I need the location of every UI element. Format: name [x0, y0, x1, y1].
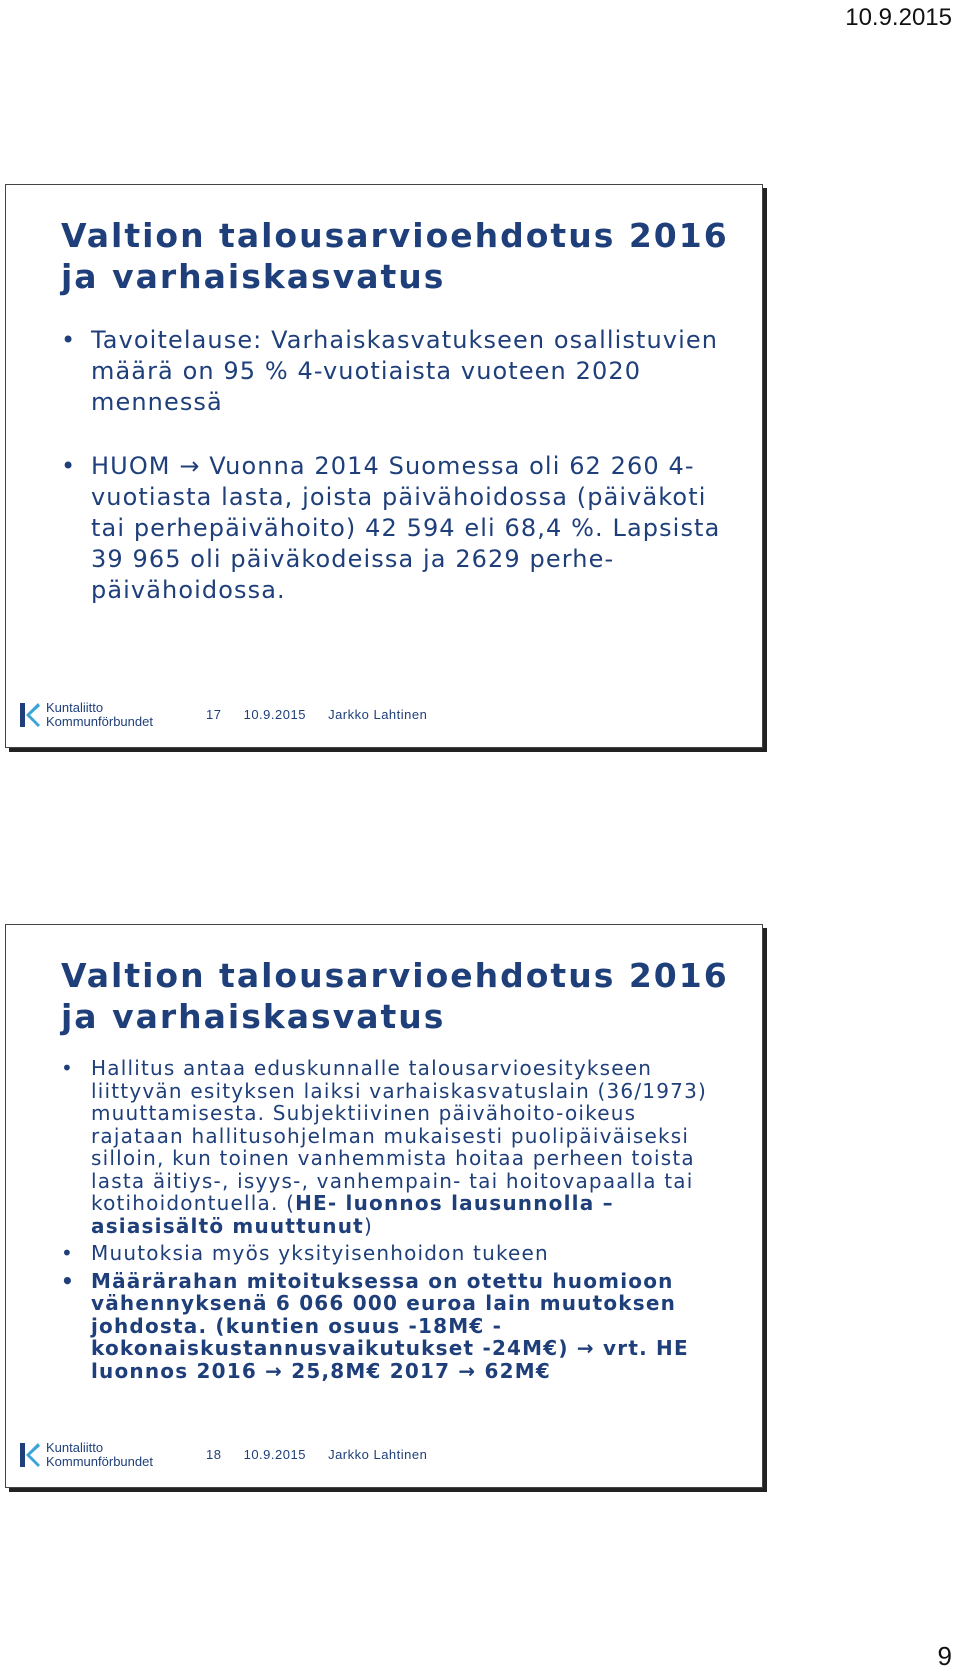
slide-number: 18 [206, 1447, 222, 1462]
slide-title-line1: Valtion talousarvioehdotus 2016 [61, 216, 729, 255]
bullet-text-end: ) [363, 1213, 373, 1238]
slide-title [61, 215, 742, 297]
slide-footer [18, 1435, 738, 1475]
bullet-bold-text: HE- luonnos lausunnolla – asiasisältö muuttunut [91, 1191, 614, 1238]
slide-footer [18, 695, 738, 735]
logo-line2: Kommunförbundet [46, 714, 153, 729]
footer-date: 10.9.2015 [243, 1447, 306, 1462]
logo-line2: Kommunförbundet [46, 1454, 153, 1469]
bullet-list [61, 1057, 732, 1387]
kuntaliitto-logo-icon [18, 701, 42, 729]
footer-meta [206, 707, 445, 722]
slide-title-line2: ja varhaiskasvatus [61, 997, 446, 1036]
footer-date: 10.9.2015 [243, 707, 306, 722]
logo-line1: Kuntaliitto [46, 700, 104, 715]
bullet-item: • Määrärahan mitoituksessa on otettu huomioon vähennyksenä 6 066 000 euroa lain muutoksen johdosta. (kuntien osuus -18M€ - kokonaiskustannusvaikutukset -24M€) → vrt. HE luonnos 2016 → 25,8M€ 2017 → 62M€ [61, 1270, 732, 1383]
bullet-text: Hallitus antaa eduskunnalle talousarvioesitykseen liittyvän esityksen laiksi varhaiskasvatuslain (36/1973) muuttamisesta. Subjektiivinen päivähoito-oikeus rajataan hallitusohjelman mukaisesti puolipäiväiseksi silloin, kun toinen vanhemmista hoitaa perheen toista lasta äitiys-, isyys-, vanhempain- tai hoitovapaalla tai kotihoidontuella. ( [91, 1056, 707, 1215]
slide-number: 17 [206, 707, 222, 722]
slide-title-line1: Valtion talousarvioehdotus 2016 [61, 956, 729, 995]
bullet-list [61, 325, 732, 639]
footer-author: Jarkko Lahtinen [328, 707, 428, 722]
bullet-item: • HUOM → Vuonna 2014 Suomessa oli 62 260 4-vuotiasta lasta, joista päivähoidossa (päiväkoti tai perhepäivähoito) 42 594 eli 68,4 %. Lapsista 39 965 oli päiväkodeissa ja 2629 perhe-päivähoidossa. [61, 451, 732, 606]
page-date: 10.9.2015 [845, 4, 952, 31]
footer-meta [206, 1447, 445, 1462]
slide-18 [5, 924, 763, 1488]
page-number: 9 [937, 1641, 952, 1671]
kuntaliitto-logo [18, 695, 168, 735]
kuntaliitto-logo [18, 1435, 168, 1475]
kuntaliitto-logo-icon [18, 1441, 42, 1469]
bullet-item: • Tavoitelause: Varhaiskasvatukseen osallistuvien määrä on 95 % 4-vuotiaista vuoteen 2020 mennessä [61, 325, 732, 418]
logo-line1: Kuntaliitto [46, 1440, 104, 1455]
slide-title-line2: ja varhaiskasvatus [61, 257, 446, 296]
bullet-item: • Muutoksia myös yksityisenhoidon tukeen [61, 1242, 732, 1265]
footer-author: Jarkko Lahtinen [328, 1447, 428, 1462]
bullet-item [61, 1057, 732, 1237]
slide-title [61, 955, 742, 1037]
slide-17 [5, 184, 763, 748]
